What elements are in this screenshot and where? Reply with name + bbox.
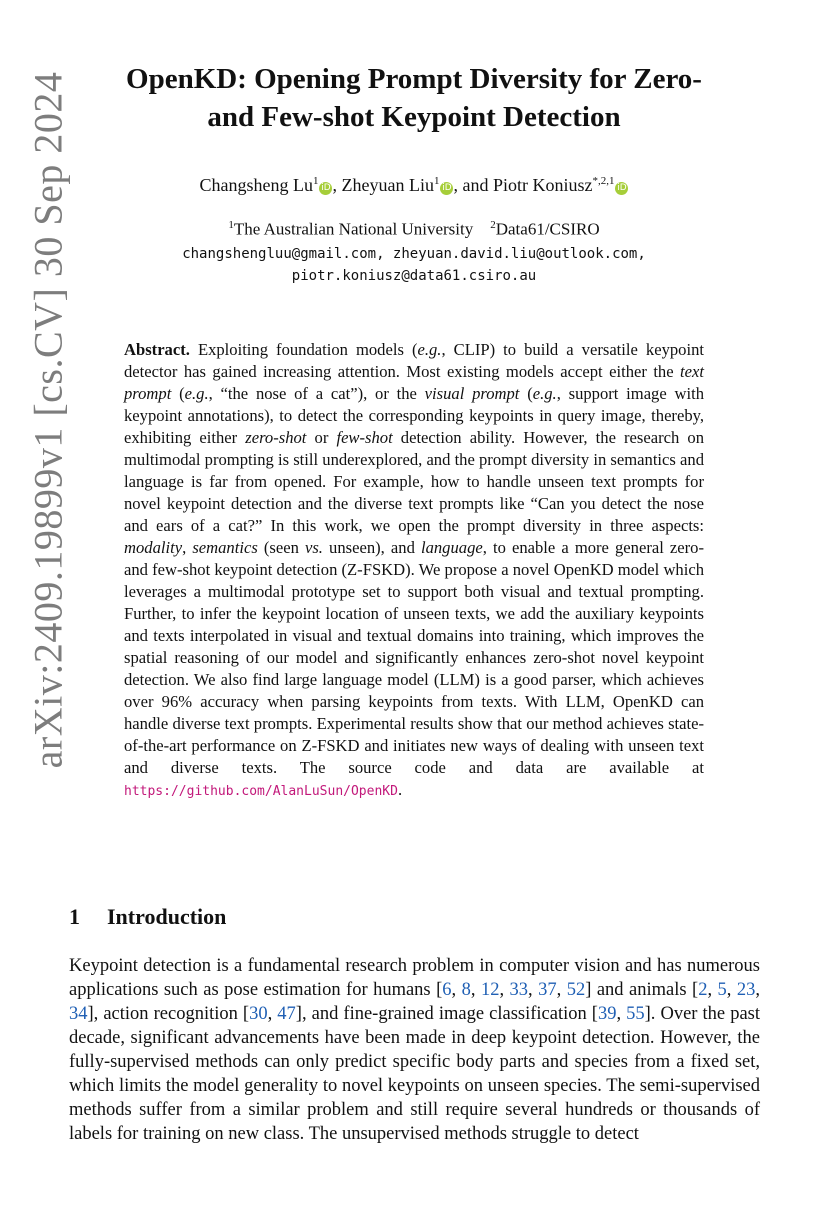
author-separator: , and bbox=[453, 175, 493, 195]
github-link[interactable]: https://github.com/AlanLuSun/OpenKD bbox=[124, 784, 398, 799]
author-affil-sup: 1 bbox=[312, 175, 319, 187]
email-line-1: changshengluu@gmail.com, zheyuan.david.liu@outlook.com, bbox=[182, 246, 646, 262]
orcid-icon[interactable]: iD bbox=[442, 183, 452, 193]
author-list bbox=[80, 175, 748, 196]
affiliation-anu: The Australian National University bbox=[233, 219, 474, 239]
affil-sup: 1 bbox=[228, 219, 234, 231]
section-number: 1 bbox=[69, 904, 80, 929]
author-name: Zheyuan Liu bbox=[341, 175, 434, 195]
affiliation-data61: Data61/CSIRO bbox=[495, 219, 600, 239]
author-name: Piotr Koniusz bbox=[492, 175, 593, 195]
author-affil-sup: *,2,1 bbox=[592, 175, 615, 187]
title-line-1: OpenKD: Opening Prompt Diversity for Zero- bbox=[126, 63, 702, 95]
author-separator: , bbox=[332, 175, 342, 195]
arxiv-side-stamp bbox=[20, 70, 75, 770]
affil-sup: 2 bbox=[490, 219, 496, 231]
affiliations bbox=[80, 219, 748, 240]
introduction-body: Keypoint detection is a fundamental research problem in computer vision and has numerous applications such as pose estimation for humans [6, 8, 12, 33, 37, 52] and animals [2, 5, 23, 34], action recognition [30, 47], and fine-grained image classification [39, 55]. Over the past decade, significant advancements have been made in deep keypoint detection. However, the fully-supervised methods can only predict specific body parts and species from a fixed set, which limits the model generality to novel keypoints on unseen species. The semi-supervised methods suffer from a similar problem and still require several hundreds or thousands of labels for training on new class. The unsupervised methods struggle to detect bbox=[69, 956, 761, 1144]
section-heading bbox=[69, 904, 226, 930]
paper-title bbox=[80, 60, 748, 136]
author-affil-sup: 1 bbox=[433, 175, 440, 187]
author-emails bbox=[80, 243, 748, 287]
arxiv-identifier: arXiv:2409.19899v1 [cs.CV] 30 Sep 2024 bbox=[25, 71, 70, 769]
section-title: Introduction bbox=[107, 904, 227, 929]
abstract: Abstract. Exploiting foundation models (e.g., CLIP) to build a versatile keypoint detector has gained increasing attention. Most existing models accept either the text prompt (e.g., “the nose of a cat”), or the visual prompt (e.g., support image with keypoint annotations), to detect the corresponding keypoints in query image, thereby, exhibiting either zero-shot or few-shot detection ability. However, the research on multimodal prompting is still underexplored, and the prompt diversity in semantics and language is far from opened. For example, how to handle unseen text prompts for novel keypoint detection and the diverse text prompts like “Can you detect the nose and ears of a cat?” In this work, we open the prompt diversity in three aspects: modality, semantics (seen vs. unseen), and language, to enable a more general zero- and few-shot keypoint detection (Z-FSKD). We propose a novel OpenKD model which leverages a multimodal prototype set to support both visual and textual prompting. Further, to infer the keypoint location of unseen texts, we add the auxiliary keypoints and texts interpolated in visual and textual domains into training, which improves the spatial reasoning of our model and significantly enhances zero-shot novel keypoint detection. We also find large language model (LLM) is a good parser, which achieves over 96% accuracy when parsing keypoints from texts. With LLM, OpenKD can handle diverse text prompts. Experimental results show that our method achieves state-of-the-art performance on Z-FSKD and initiates new ways of dealing with unseen text and diverse texts. The source code and data are available at https://github.com/AlanLuSun/OpenKD. bbox=[124, 340, 705, 799]
email-line-2: piotr.koniusz@data61.csiro.au bbox=[291, 268, 537, 284]
author-name: Changsheng Lu bbox=[199, 175, 313, 195]
title-line-2: and Few-shot Keypoint Detection bbox=[207, 101, 621, 133]
abstract-label: Abstract. bbox=[124, 340, 190, 359]
orcid-icon[interactable]: iD bbox=[321, 183, 331, 193]
orcid-icon[interactable]: iD bbox=[617, 183, 627, 193]
